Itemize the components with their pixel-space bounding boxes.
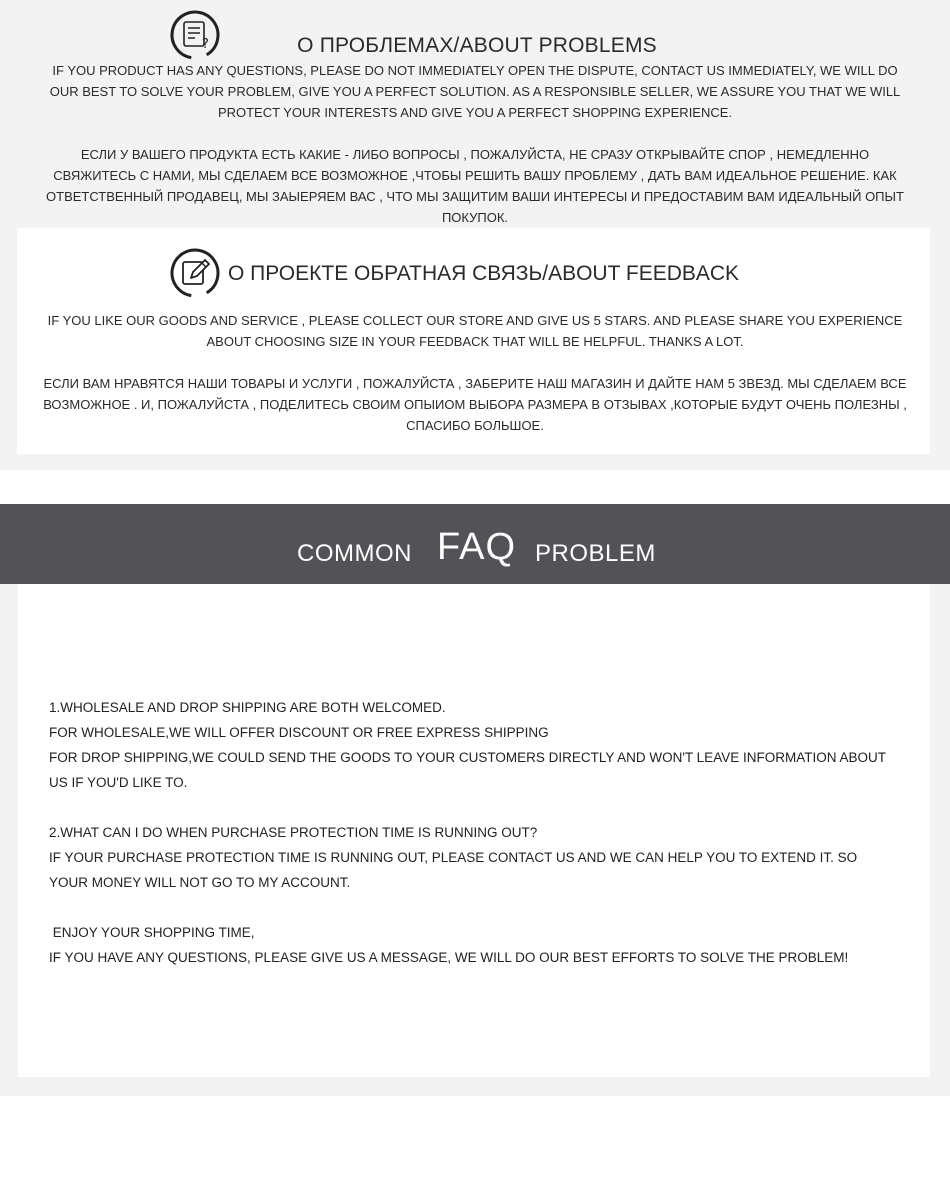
problems-title: О ПРОБЛЕМАХ/ABOUT PROBLEMS	[297, 34, 657, 57]
problems-english-text: IF YOU PRODUCT HAS ANY QUESTIONS, PLEASE DO NOT IMMEDIATELY OPEN THE DISPUTE, CONTACT US IMMEDIATELY, WE WILL DO OUR BEST TO SOLVE YOUR PROBLEM, GIVE YOU A PERFECT SOLUTION. AS A RESPONSIBLE SELLER, WE ASSURE YOU THAT WE WILL PROTECT YOUR INTERESTS AND GIVE YOU A PERFECT SHOPPING EXPERIENCE.	[49, 63, 901, 120]
faq-q1-line1: FOR WHOLESALE,WE WILL OFFER DISCOUNT OR FREE EXPRESS SHIPPING	[49, 725, 549, 740]
feedback-russian-text: ЕСЛИ ВАМ НРАВЯТСЯ НАШИ ТОВАРЫ И УСЛУГИ , ПОЖАЛУЙСТА , ЗАБЕРИТЕ НАШ МАГАЗИН И ДАЙТЕ НАМ 5 ЗВЕЗД. МЫ СДЕЛАЕМ ВСЕ ВОЗМОЖНОЕ . И, ПОЖАЛУЙСТА , ПОДЕЛИТЕСЬ СВОИМ ОПЫИОМ ВЫБОРА РАЗМЕРА В ОТЗЫВАХ ,КОТОРЫЕ БУДУТ ОЧЕНЬ ПОЛЕЗНЫ , СПАСИБО БОЛЬШОЕ.	[43, 376, 907, 433]
feedback-english-text: IF YOU LIKE OUR GOODS AND SERVICE , PLEASE COLLECT OUR STORE AND GIVE US 5 STARS. AND PLEASE SHARE YOU EXPERIENCE ABOUT CHOOSING SIZE IN YOUR FEEDBACK THAT WILL BE HELPFUL. THANKS A LOT.	[47, 313, 903, 349]
feedback-title: О ПРОЕКТЕ ОБРАТНАЯ СВЯЗЬ/ABOUT FEEDBACK	[228, 262, 740, 285]
edit-pencil-icon	[169, 247, 221, 299]
faq-closing-2: IF YOU HAVE ANY QUESTIONS, PLEASE GIVE US A MESSAGE, WE WILL DO OUR BEST EFFORTS TO SOLVE THE PROBLEM!	[49, 950, 849, 965]
faq-q2-title: 2.WHAT CAN I DO WHEN PURCHASE PROTECTION TIME IS RUNNING OUT?	[49, 825, 538, 840]
faq-header-common: COMMON	[297, 540, 412, 567]
faq-q1-title: 1.WHOLESALE AND DROP SHIPPING ARE BOTH WELCOMED.	[49, 700, 446, 715]
faq-closing-1: ENJOY YOUR SHOPPING TIME,	[49, 925, 255, 940]
faq-header-bar	[0, 504, 950, 584]
faq-content	[49, 695, 899, 970]
faq-q1-line2: FOR DROP SHIPPING,WE COULD SEND THE GOODS TO YOUR CUSTOMERS DIRECTLY AND WON'T LEAVE INFORMATION ABOUT US IF YOU'D LIKE TO.	[49, 750, 890, 790]
faq-header-faq: FAQ	[437, 526, 517, 568]
faq-header-problem: PROBLEM	[535, 540, 656, 567]
problems-russian-text: ЕСЛИ У ВАШЕГО ПРОДУКТА ЕСТЬ КАКИЕ - ЛИБО ВОПРОСЫ , ПОЖАЛУЙСТА, НЕ СРАЗУ ОТКРЫВАЙТЕ СПОР , НЕМЕДЛЕННО СВЯЖИТЕСЬ С НАМИ, МЫ СДЕЛАЕМ ВСЕ ВОЗМОЖНОЕ ,ЧТОБЫ РЕШИТЬ ВАШУ ПРОБЛЕМУ , ДАТЬ ВАМ ИДЕАЛЬНОЕ РЕШЕНИЕ. КАК ОТВЕТСТВЕННЫЙ ПРОДАВЕЦ, МЫ ЗАЫЕРЯЕМ ВАС , ЧТО МЫ ЗАЩИТИМ ВАШИ ИНТЕРЕСЫ И ПРЕДОСТАВИМ ВАМ ИДЕАЛЬНЫЙ ОПЫТ ПОКУПОК.	[46, 147, 904, 225]
faq-q2-line1: IF YOUR PURCHASE PROTECTION TIME IS RUNNING OUT, PLEASE CONTACT US AND WE CAN HELP YOU TO EXTEND IT. SO YOUR MONEY WILL NOT GO TO MY ACCOUNT.	[49, 850, 861, 890]
svg-text:?: ?	[202, 37, 209, 52]
